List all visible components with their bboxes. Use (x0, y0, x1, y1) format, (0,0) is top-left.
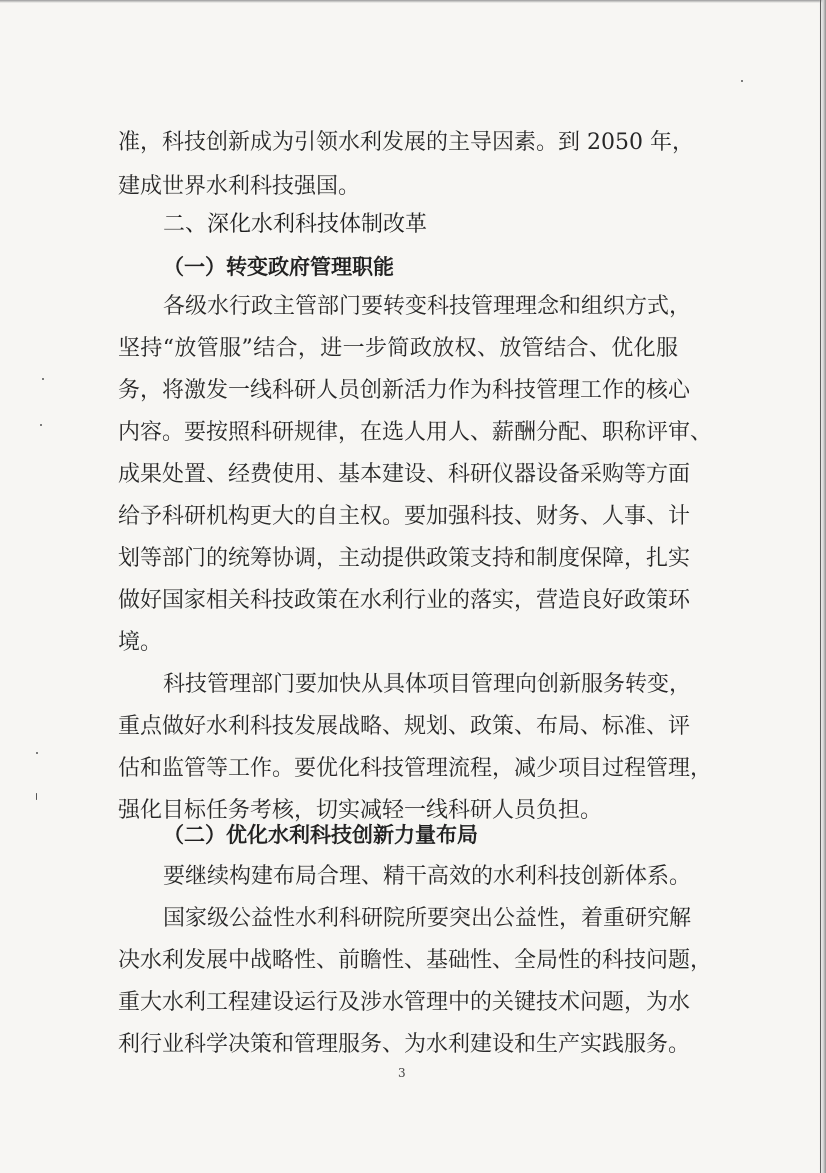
body-text-line: 重点做好水利科技发展战略、规划、政策、布局、标准、评 (118, 714, 691, 739)
page-number: 3 (398, 1066, 406, 1080)
scan-edge-top (0, 0, 826, 3)
body-text-line: 建成世界水利科技强国。 (118, 174, 361, 199)
body-text-line: 准，科技创新成为引领水利发展的主导因素。到 2050 年， (118, 130, 694, 155)
body-text-line: 利行业科学决策和管理服务、为水利建设和生产实践服务。 (118, 1032, 691, 1057)
subsection-heading: （一）转变政府管理职能 (163, 255, 394, 279)
body-text-line: 划等部门的统筹协调，主动提供政策支持和制度保障，扎实 (118, 546, 691, 571)
body-text-line: 坚持“放管服”结合，进一步简政放权、放管结合、优化服 (118, 336, 678, 361)
body-text-line: 决水利发展中战略性、前瞻性、基础性、全局性的科技问题， (118, 948, 713, 973)
body-text-line: 内容。要按照科研规律，在选人用人、薪酬分配、职称评审、 (118, 420, 713, 445)
scan-edge-line (820, 0, 821, 1173)
body-text-line: 成果处置、经费使用、基本建设、科研仪器设备采购等方面 (118, 462, 691, 487)
scan-speck (741, 80, 743, 82)
body-text-line: 境。 (118, 630, 163, 655)
body-text-line: 科技管理部门要加快从具体项目管理向创新服务转变， (163, 672, 692, 697)
body-text-line: 要继续构建布局合理、精干高效的水利科技创新体系。 (163, 864, 692, 889)
body-text-line: 务，将激发一线科研人员创新活力作为科技管理工作的核心 (118, 378, 691, 403)
scan-speck (36, 752, 38, 754)
body-text-line: 估和监管等工作。要优化科技管理流程，减少项目过程管理， (118, 756, 713, 781)
body-text-line: 强化目标任务考核，切实减轻一线科研人员负担。 (118, 798, 603, 823)
body-text-line: 重大水利工程建设运行及涉水管理中的关键技术问题，为水 (118, 990, 691, 1015)
scan-speck (40, 424, 42, 426)
subsection-heading: （二）优化水利科技创新力量布局 (163, 823, 478, 847)
section-heading: 二、深化水利科技体制改革 (163, 212, 428, 237)
body-text-line: 各级水行政主管部门要转变科技管理理念和组织方式， (163, 294, 692, 319)
body-text-line: 做好国家相关科技政策在水利行业的落实，营造良好政策环 (118, 588, 691, 613)
scan-speck (36, 793, 37, 800)
scan-speck (42, 378, 44, 380)
body-text-line: 国家级公益性水利科研院所要突出公益性，着重研究解 (163, 906, 692, 931)
body-text-line: 给予科研机构更大的自主权。要加强科技、财务、人事、计 (118, 504, 691, 529)
